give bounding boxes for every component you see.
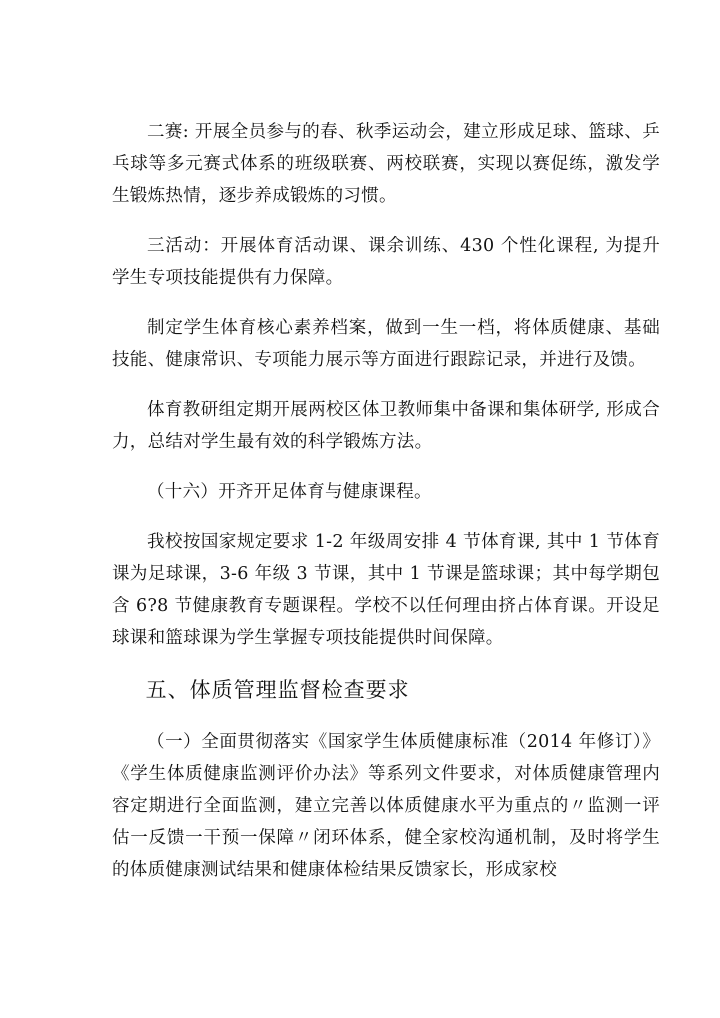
document-body bbox=[112, 116, 660, 886]
paragraph-competitions: 二赛: 开展全员参与的春、秋季运动会，建立形成足球、篮球、乒乓球等多元赛式体系的班级联赛、两校联赛，实现以赛促练，激发学生锻炼热情，逐步养成锻炼的习惯。 bbox=[112, 122, 660, 206]
paragraph-teaching-research: 体育教研组定期开展两校区体卫教师集中备课和集体研学, 形成合力，总结对学生最有效的科学锻炼方法。 bbox=[112, 400, 660, 452]
paragraph-gap bbox=[112, 294, 660, 312]
paragraph-supervision: （一）全面贯彻落实《国家学生体质健康标准（2014 年修订）》《学生体质健康监测评价办法》等系列文件要求，对体质健康管理内容定期进行全面监测，建立完善以体质健康水平为重点的〃监测一评估一反馈一干预一保障〃闭环体系，健全家校沟通机制，及时将学生的体质健康测试结果和健康体检结果反馈家长，形成家校 bbox=[112, 732, 660, 880]
paragraph-archives: 制定学生体育核心素养档案，做到一生一档，将体质健康、基础技能、健康常识、专项能力展示等方面进行跟踪记录，并进行及馈。 bbox=[112, 318, 660, 370]
paragraph-gap bbox=[112, 212, 660, 230]
paragraph-gap bbox=[112, 458, 660, 476]
paragraph-activities: 三活动：开展体育活动课、课余训练、430 个性化课程, 为提升学生专项技能提供有力保障。 bbox=[112, 236, 660, 288]
paragraph-gap bbox=[112, 376, 660, 394]
section-heading: 五、体质管理监督检查要求 bbox=[145, 678, 410, 702]
subsection-title: （十六）开齐开足体育与健康课程。 bbox=[147, 482, 432, 502]
paragraph-gap bbox=[112, 508, 660, 526]
paragraph-curriculum: 我校按国家规定要求 1-2 年级周安排 4 节体育课, 其中 1 节体育课为足球课，3-6 年级 3 节课，其中 1 节课是篮球课；其中每学期包含 6?8 节健康教育专题课程。学校不以任何理由挤占体育课。开设足球课和篮球课为学生掌握专项技能提供时间保障。 bbox=[112, 532, 660, 648]
paragraph-gap bbox=[112, 708, 660, 726]
paragraph-gap bbox=[112, 654, 660, 672]
